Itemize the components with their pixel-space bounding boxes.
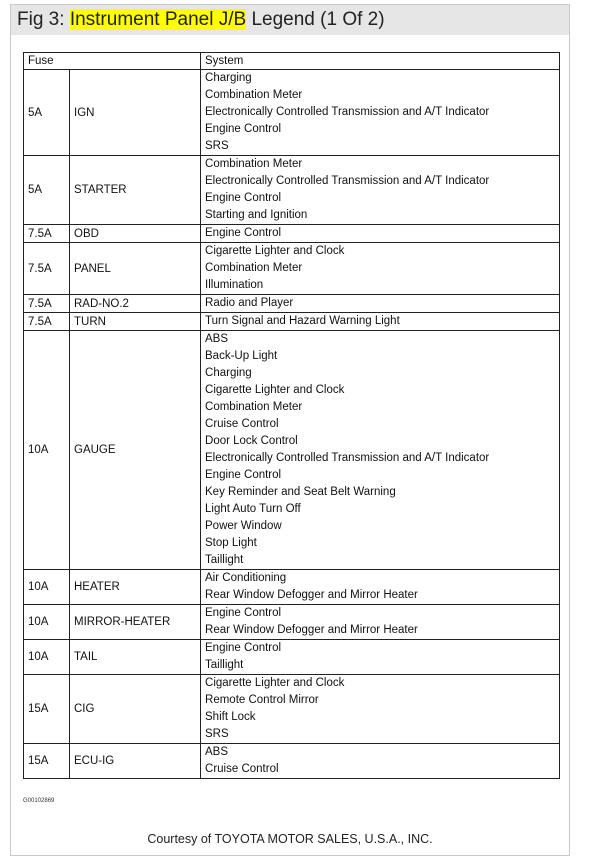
title-highlight: Instrument Panel J/B bbox=[69, 9, 247, 30]
fuse-amperage: 5A bbox=[24, 70, 70, 156]
fuse-name: TAIL bbox=[70, 640, 201, 675]
fuse-name: TURN bbox=[70, 313, 201, 331]
fuse-name: PANEL bbox=[70, 243, 201, 295]
system-item: Cruise Control bbox=[205, 418, 279, 430]
system-item: ABS bbox=[205, 746, 229, 758]
fuse-systems bbox=[201, 156, 560, 225]
fuse-systems bbox=[201, 313, 560, 331]
system-item: Charging bbox=[205, 72, 252, 84]
table-row bbox=[24, 744, 560, 779]
system-item: Power Window bbox=[205, 520, 282, 532]
fuse-systems bbox=[201, 331, 560, 570]
system-item: Illumination bbox=[205, 279, 264, 291]
fuse-name: IGN bbox=[70, 70, 201, 156]
table-header-row bbox=[24, 53, 560, 70]
system-item: Shift Lock bbox=[205, 711, 256, 723]
system-item: Starting and Ignition bbox=[205, 209, 308, 221]
fuse-amperage: 10A bbox=[24, 331, 70, 570]
fuse-name: HEATER bbox=[70, 570, 201, 605]
fuse-systems bbox=[201, 744, 560, 779]
system-item: Engine Control bbox=[205, 227, 282, 239]
system-item: Light Auto Turn Off bbox=[205, 503, 301, 515]
fuse-name: OBD bbox=[70, 225, 201, 243]
system-item: SRS bbox=[205, 140, 229, 152]
fuse-systems bbox=[201, 243, 560, 295]
system-item: Engine Control bbox=[205, 642, 282, 654]
fuse-systems bbox=[201, 70, 560, 156]
system-item: SRS bbox=[205, 728, 229, 740]
system-item: Cruise Control bbox=[205, 763, 279, 775]
figure-code: G00102869 bbox=[23, 798, 55, 804]
fuse-amperage: 7.5A bbox=[24, 243, 70, 295]
system-item: Rear Window Defogger and Mirror Heater bbox=[205, 624, 418, 636]
system-item: ABS bbox=[205, 333, 229, 345]
system-item: Electronically Controlled Transmission and A/T Indicator bbox=[205, 106, 490, 118]
fuse-systems bbox=[201, 570, 560, 605]
system-item: Charging bbox=[205, 367, 252, 379]
table-row bbox=[24, 225, 560, 243]
system-item: Combination Meter bbox=[205, 89, 303, 101]
table-row bbox=[24, 640, 560, 675]
system-item: Combination Meter bbox=[205, 262, 303, 274]
table-row bbox=[24, 243, 560, 295]
table-row bbox=[24, 331, 560, 570]
table-row bbox=[24, 70, 560, 156]
fuse-systems bbox=[201, 295, 560, 313]
system-item: Key Reminder and Seat Belt Warning bbox=[205, 486, 396, 498]
table-row bbox=[24, 295, 560, 313]
system-item: Turn Signal and Hazard Warning Light bbox=[205, 315, 400, 327]
fuse-name: GAUGE bbox=[70, 331, 201, 570]
fuse-amperage: 7.5A bbox=[24, 295, 70, 313]
fuse-systems bbox=[201, 605, 560, 640]
figure-frame bbox=[10, 4, 570, 856]
fuse-name: CIG bbox=[70, 675, 201, 744]
fuse-systems bbox=[201, 225, 560, 243]
table-body bbox=[24, 70, 560, 779]
fuse-name: RAD-NO.2 bbox=[70, 295, 201, 313]
system-item: Engine Control bbox=[205, 607, 282, 619]
courtesy-line: Courtesy of TOYOTA MOTOR SALES, U.S.A., INC. bbox=[147, 832, 433, 846]
fuse-amperage: 5A bbox=[24, 156, 70, 225]
fuse-amperage: 10A bbox=[24, 640, 70, 675]
table-row bbox=[24, 313, 560, 331]
title-suffix: Legend (1 Of 2) bbox=[246, 9, 385, 30]
system-item: Remote Control Mirror bbox=[205, 694, 319, 706]
system-item: Stop Light bbox=[205, 537, 257, 549]
fuse-systems bbox=[201, 640, 560, 675]
fuse-name: ECU-IG bbox=[70, 744, 201, 779]
fuse-amperage: 7.5A bbox=[24, 313, 70, 331]
table-row bbox=[24, 156, 560, 225]
title-prefix: Fig 3: bbox=[17, 9, 70, 30]
system-item: Cigarette Lighter and Clock bbox=[205, 384, 345, 396]
system-item: Air Conditioning bbox=[205, 572, 287, 584]
system-item: Engine Control bbox=[205, 192, 282, 204]
system-header: System bbox=[201, 53, 560, 70]
fuse-amperage: 15A bbox=[24, 675, 70, 744]
system-item: Electronically Controlled Transmission and A/T Indicator bbox=[205, 452, 490, 464]
system-item: Door Lock Control bbox=[205, 435, 298, 447]
system-item: Cigarette Lighter and Clock bbox=[205, 677, 345, 689]
table-row bbox=[24, 605, 560, 640]
fuse-header: Fuse bbox=[24, 53, 201, 70]
figure-title bbox=[11, 5, 569, 35]
system-item: Back-Up Light bbox=[205, 350, 278, 362]
system-item: Taillight bbox=[205, 659, 244, 671]
fuse-name: STARTER bbox=[70, 156, 201, 225]
table-row bbox=[24, 570, 560, 605]
system-item: Combination Meter bbox=[205, 158, 303, 170]
system-item: Rear Window Defogger and Mirror Heater bbox=[205, 589, 418, 601]
fuse-amperage: 10A bbox=[24, 605, 70, 640]
fuse-amperage: 10A bbox=[24, 570, 70, 605]
system-item: Cigarette Lighter and Clock bbox=[205, 245, 345, 257]
system-item: Combination Meter bbox=[205, 401, 303, 413]
system-item: Radio and Player bbox=[205, 297, 294, 309]
fuse-amperage: 15A bbox=[24, 744, 70, 779]
system-item: Electronically Controlled Transmission and A/T Indicator bbox=[205, 175, 490, 187]
fuse-amperage: 7.5A bbox=[24, 225, 70, 243]
fuse-systems bbox=[201, 675, 560, 744]
fuse-name: MIRROR-HEATER bbox=[70, 605, 201, 640]
fuse-legend-table bbox=[23, 52, 560, 779]
table-row bbox=[24, 675, 560, 744]
system-item: Taillight bbox=[205, 554, 244, 566]
system-item: Engine Control bbox=[205, 123, 282, 135]
system-item: Engine Control bbox=[205, 469, 282, 481]
